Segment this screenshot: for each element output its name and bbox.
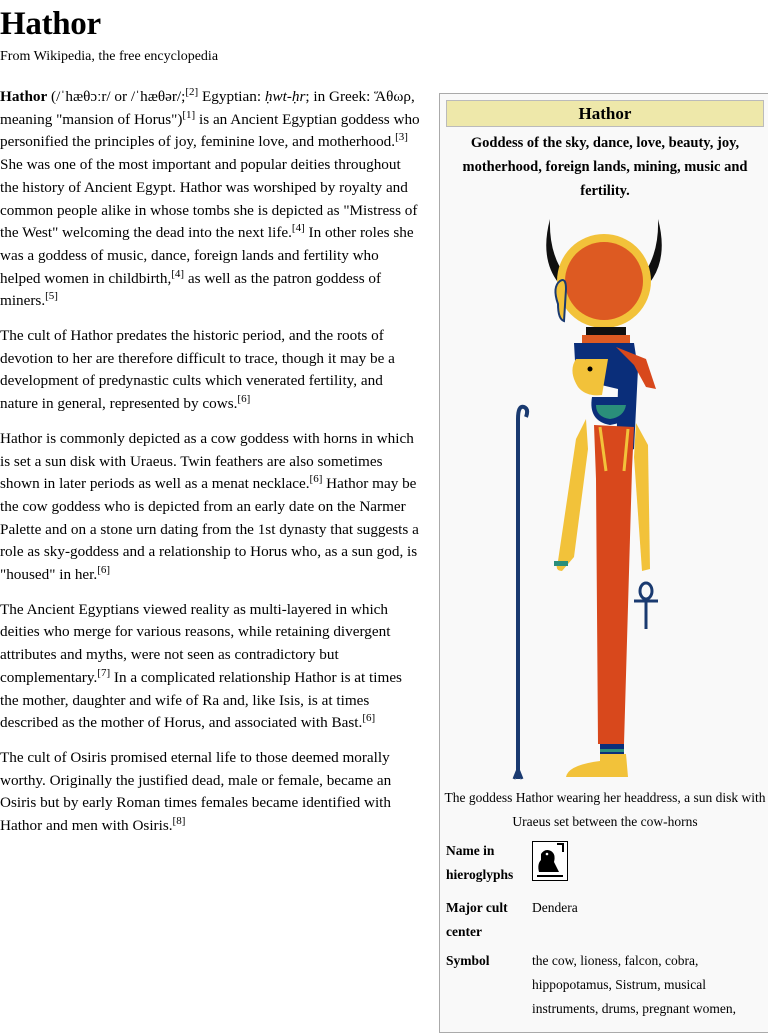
paragraph-3-text-a: Hathor is commonly depicted as a cow goddess with horns in which is set a sun disk with Uraeus. Twin feathers are also sometimes shown in later periods as well as a menat necklace. <box>0 429 414 493</box>
infobox-row-value <box>532 839 768 881</box>
citation-6-b[interactable]: [6] <box>309 473 323 486</box>
citation-6-d[interactable]: [6] <box>362 712 376 725</box>
infobox-row-label: Major cult center <box>446 900 508 939</box>
greek-term: Ἅθωρ <box>374 88 412 105</box>
pronunciation[interactable]: (/ˈhæθɔːr/ or /ˈhæθər/; <box>47 88 186 105</box>
infobox-row-value: the cow, lioness, falcon, cobra, hippopotamus, Sistrum, musical instruments, drums, pregnant women, <box>532 953 736 1016</box>
greek-lead: ; in Greek: <box>305 88 375 105</box>
uraeus-icon <box>555 280 566 321</box>
citation-6-c[interactable]: [6] <box>97 564 111 577</box>
meaning-text: , meaning "mansion of Horus") <box>0 88 415 128</box>
infobox-row-value[interactable]: Dendera <box>532 900 578 915</box>
citation-1[interactable]: [1] <box>182 108 196 121</box>
page-subtitle: From Wikipedia, the free encyclopedia <box>0 49 219 64</box>
article-body <box>0 86 423 850</box>
infobox-description: Goddess of the sky, dance, love, beauty, joy, motherhood, foreign lands, mining, music and fertility. <box>462 135 748 199</box>
dress-icon <box>594 425 634 744</box>
infobox <box>439 93 768 1033</box>
article-paragraph-1 <box>0 86 423 313</box>
paragraph-5-text: The cult of Osiris promised eternal life to those deemed morally worthy. Originally the justified dead, male or female, became an Osiris but by early Roman times females became identified with Hathor and men with Osiris. <box>0 748 392 835</box>
hathor-figure-image[interactable] <box>506 209 706 794</box>
citation-5[interactable]: [5] <box>45 290 58 303</box>
article-paragraph-3 <box>0 428 423 587</box>
paragraph-4-text-a: The Ancient Egyptians viewed reality as multi-layered in which deities who merge for various reasons, while retaining divergent attributes and myths, were not seen as contradictory but complementary. <box>0 600 391 686</box>
egyptian-term: ḥwt-ḥr <box>264 88 306 105</box>
citation-4-b[interactable]: [4] <box>171 267 185 280</box>
paragraph-2-text: The cult of Hathor predates the historic period, and the roots of devotion to her are therefore difficult to trace, though it may be a development of predynastic cults which venerated fertility, and nature in general, represented by cows. <box>0 327 395 413</box>
infobox-row-label: Name in hieroglyphs <box>446 843 514 882</box>
infobox-header: Hathor <box>446 100 764 127</box>
infobox-row-label: Symbol <box>446 953 490 968</box>
citation-7[interactable]: [7] <box>97 666 111 679</box>
article-term: Hathor <box>0 88 48 105</box>
citation-4[interactable]: [4] <box>291 222 305 235</box>
egyptian-lead: Egyptian: <box>198 88 265 105</box>
falcon-hieroglyph-icon <box>532 841 568 881</box>
staff-icon <box>518 407 527 779</box>
left-arm-icon <box>557 419 588 571</box>
article-paragraph-4 <box>0 599 423 735</box>
page-title: Hathor <box>0 6 101 42</box>
paragraph-1-text-b: She was one of the most important and popular deities throughout the history of Ancient Egypt. Hathor was worshiped by royalty and common people alike in whose tombs she is depicted as "Mistress of the West" welcoming the dead into the next life. <box>0 156 418 242</box>
citation-2[interactable]: [2] <box>185 86 199 98</box>
paragraph-1-text-c: In other roles she was a goddess of music, dance, foreign lands and fertility who helped women in childbirth, <box>0 224 414 287</box>
ankh-icon <box>634 583 658 629</box>
article-paragraph-2 <box>0 325 423 416</box>
paragraph-3-text-b: Hathor may be the cow goddess who is depicted from an early date on the Narmer Palette and on a stone urn dating from the 1st dynasty that suggests a role as sky-goddess and a relationship to Horus who, as a sun god, is "housed" in her. <box>0 475 419 584</box>
citation-3[interactable]: [3] <box>395 131 408 144</box>
infobox-caption: The goddess Hathor wearing her headdress, a sun disk with Uraeus set between the cow-horns <box>444 790 766 829</box>
paragraph-4-text-b: In a complicated relationship Hathor is at times the mother, daughter and wife of Ra and, like Isis, is at times described as the mother of Horus, and associated with Bast. <box>0 668 402 732</box>
paragraph-1-text-d: as well as the patron goddess of miners. <box>0 269 382 310</box>
paragraph-1-text-a: is an Ancient Egyptian goddess who personified the principles of joy, feminine love, and motherhood. <box>0 110 420 151</box>
article-paragraph-5 <box>0 747 423 838</box>
citation-8[interactable]: [8] <box>172 815 186 828</box>
hathor-figure-illustration-icon <box>506 209 706 789</box>
citation-6[interactable]: [6] <box>237 393 251 406</box>
